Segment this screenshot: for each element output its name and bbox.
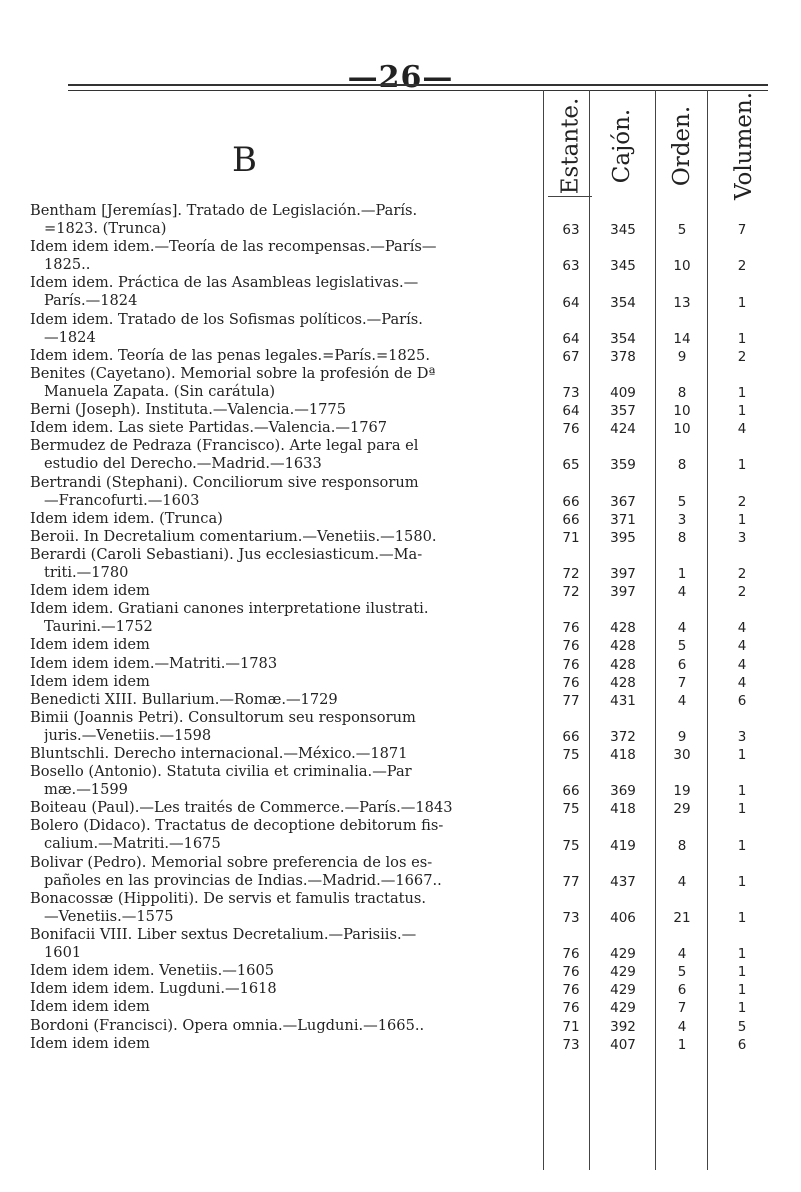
estante-value: 63 — [562, 222, 580, 239]
cajon-value: 428 — [610, 656, 636, 673]
catalog-entry — [30, 799, 542, 817]
catalog-entry — [30, 600, 542, 636]
cajon-value: 395 — [610, 529, 636, 546]
entry-title: Bonifacii VIII. Liber sextus Decretalium.—Parisiis.— — [30, 926, 417, 943]
entry-continuation: estudio del Derecho.—Madrid.—1633 — [44, 455, 322, 473]
cajon-value: 429 — [610, 964, 636, 981]
volumen-value: 1 — [737, 982, 747, 999]
cajon-value: 428 — [610, 620, 636, 637]
header-orden: Orden. — [669, 105, 695, 187]
orden-value: 4 — [677, 692, 687, 709]
volumen-value: 6 — [737, 1036, 747, 1053]
estante-value: 64 — [562, 330, 580, 347]
cajon-value: 372 — [610, 728, 636, 745]
volumen-value: 1 — [737, 294, 747, 311]
entry-continuation: mæ.—1599 — [44, 781, 128, 799]
catalog-entry — [30, 998, 542, 1016]
entry-title: Bolivar (Pedro). Memorial sobre preferencia de los es- — [30, 853, 433, 871]
cajon-value: 419 — [610, 837, 636, 854]
entry-title: Bermudez de Pedraza (Francisco). Arte legal para el — [30, 437, 419, 455]
catalog-entry — [30, 763, 542, 799]
catalog-entry — [30, 437, 542, 473]
volumen-value: 2 — [737, 258, 747, 275]
header-cajon: Cajón. — [609, 108, 636, 184]
orden-value: 3 — [677, 511, 687, 528]
estante-value: 76 — [562, 656, 580, 673]
catalog-entry — [30, 962, 542, 980]
cajon-value: 407 — [610, 1036, 636, 1053]
orden-value: 5 — [677, 222, 687, 239]
volumen-value: 4 — [737, 674, 747, 691]
entry-continuation: =1823. (Trunca) — [44, 220, 167, 238]
estante-value: 76 — [562, 620, 580, 637]
entry-continuation: Taurini.—1752 — [44, 618, 153, 636]
entry-continuation: —Francofurti.—1603 — [44, 491, 200, 509]
catalog-entry — [30, 202, 542, 238]
orden-value: 6 — [677, 982, 687, 999]
estante-value: 76 — [562, 982, 580, 999]
orden-value: 1 — [677, 1036, 687, 1053]
volumen-value: 3 — [737, 529, 747, 546]
entry-title: Benedicti XIII. Bullarium.—Romæ.—1729 — [30, 690, 338, 708]
estante-value: 76 — [562, 1000, 580, 1017]
catalog-entry — [30, 365, 542, 401]
cajon-value: 345 — [610, 222, 636, 239]
orden-value: 7 — [677, 674, 687, 691]
orden-value: 8 — [677, 837, 687, 854]
entry-title: Bordoni (Francisci). Opera omnia.—Lugduni.—1665.. — [30, 1016, 425, 1034]
cajon-value: 406 — [610, 909, 636, 926]
catalog-entry — [30, 546, 542, 582]
entry-title: Idem idem idem.—Teoría de las recompensas.—París— — [30, 238, 437, 256]
cajon-value: 359 — [610, 457, 636, 474]
entry-continuation: París.—1824 — [44, 292, 138, 310]
orden-value: 5 — [677, 638, 687, 655]
cajon-value: 369 — [610, 783, 636, 800]
orden-value: 9 — [677, 348, 687, 365]
orden-value: 9 — [677, 728, 687, 745]
volumen-value: 4 — [737, 421, 747, 438]
entry-title: Idem idem idem — [30, 1034, 150, 1052]
entry-title: Bluntschli. Derecho internacional.—México.—1871 — [30, 745, 408, 762]
catalog-entry — [30, 474, 542, 510]
orden-value: 13 — [673, 294, 691, 311]
estante-value: 75 — [562, 747, 580, 763]
estante-value: 66 — [562, 728, 580, 745]
volumen-value: 7 — [737, 222, 747, 239]
catalog-entry — [30, 890, 542, 926]
catalog-entry — [30, 347, 542, 365]
estante-value: 75 — [562, 801, 580, 818]
cajon-value: 409 — [610, 385, 636, 401]
entry-title: Idem idem. Tratado de los Sofismas políticos.—París. — [30, 310, 423, 328]
estante-value: 71 — [562, 529, 580, 546]
volumen-value: 1 — [737, 801, 747, 818]
estante-value: 63 — [562, 258, 580, 275]
catalog-entry — [30, 817, 542, 853]
orden-value: 5 — [677, 964, 687, 981]
catalog-entry — [30, 673, 542, 691]
catalog-entry — [30, 926, 542, 962]
estante-value: 72 — [562, 584, 580, 601]
orden-value: 10 — [673, 258, 691, 275]
catalog-entry — [30, 238, 542, 274]
section-letter: B — [232, 140, 257, 180]
orden-value: 30 — [673, 747, 691, 763]
estante-value: 64 — [562, 294, 580, 311]
volumen-value: 6 — [737, 692, 747, 709]
orden-value: 10 — [673, 421, 691, 438]
catalog-entry — [30, 1035, 542, 1053]
entry-continuation: 1601 — [44, 944, 82, 962]
estante-value: 76 — [562, 674, 580, 691]
cajon-value: 437 — [610, 873, 636, 890]
entry-continuation: pañoles en las provincias de Indias.—Madrid.—1667.. — [44, 871, 442, 889]
catalog-entry — [30, 311, 542, 347]
entry-title: Bimii (Joannis Petri). Consultorum seu responsorum — [30, 708, 416, 726]
estante-value: 64 — [562, 403, 580, 420]
catalog-entry — [30, 1017, 542, 1035]
catalog-entry — [30, 709, 542, 745]
header-volumen: Volumen. — [731, 91, 757, 201]
entry-title: Idem idem idem — [30, 672, 150, 690]
volumen-value: 1 — [737, 873, 747, 890]
catalog-entry — [30, 691, 542, 709]
entry-title: Berni (Joseph). Instituta.—Valencia.—1775 — [30, 401, 346, 419]
orden-value: 5 — [677, 493, 687, 510]
entry-title: Boiteau (Paul).—Les traités de Commerce.—París.—1843 — [30, 799, 453, 817]
catalog-entry — [30, 655, 542, 673]
volumen-value: 1 — [737, 837, 747, 854]
estante-value: 72 — [562, 566, 580, 582]
entry-title: Idem idem. Práctica de las Asambleas legislativas.— — [30, 274, 419, 292]
orden-value: 4 — [677, 1018, 687, 1035]
orden-value: 10 — [673, 403, 691, 420]
orden-value: 8 — [677, 529, 687, 546]
top-rule — [68, 84, 768, 86]
orden-value: 29 — [673, 801, 691, 818]
entry-title: Berardi (Caroli Sebastiani). Jus ecclesiasticum.—Ma- — [30, 545, 423, 563]
estante-value: 73 — [562, 385, 580, 401]
volumen-value: 2 — [737, 566, 747, 582]
entry-title: Idem idem. Las siete Partidas.—Valencia.—1767 — [30, 419, 388, 437]
cajon-value: 424 — [610, 421, 636, 438]
catalog-entry — [30, 582, 542, 600]
catalog-entry — [30, 636, 542, 654]
catalog-entry — [30, 510, 542, 528]
entry-continuation: —1824 — [44, 328, 96, 346]
estante-value: 65 — [562, 457, 580, 474]
entry-title: Idem idem. Teoría de las penas legales.=París.=1825. — [30, 346, 430, 364]
volumen-value: 1 — [737, 385, 747, 401]
cajon-value: 428 — [610, 674, 636, 691]
volumen-value: 1 — [737, 403, 747, 420]
top-rule-thin — [68, 90, 768, 91]
cajon-value: 431 — [610, 692, 636, 709]
estante-value: 71 — [562, 1018, 580, 1035]
entry-title: Idem idem idem. Lugduni.—1618 — [30, 980, 277, 998]
estante-value: 77 — [562, 692, 580, 709]
entry-title: Idem idem idem — [30, 582, 150, 600]
cajon-value: 397 — [610, 584, 636, 601]
volumen-value: 3 — [737, 728, 747, 745]
catalog-entry — [30, 419, 542, 437]
cajon-value: 392 — [610, 1018, 636, 1035]
estante-value: 77 — [562, 873, 580, 890]
entry-title: Bonacossæ (Hippoliti). De servis et famulis tractatus. — [30, 889, 427, 907]
volumen-value: 2 — [737, 584, 747, 601]
entry-title: Bertrandi (Stephani). Conciliorum sive responsorum — [30, 473, 419, 491]
cajon-value: 429 — [610, 982, 636, 999]
orden-value: 1 — [677, 566, 687, 582]
catalog-entry — [30, 528, 542, 546]
cajon-value: 429 — [610, 946, 636, 963]
volumen-value: 1 — [737, 511, 747, 528]
entry-title: Beroii. In Decretalium comentarium.—Venetiis.—1580. — [30, 527, 437, 545]
catalog-entry — [30, 401, 542, 419]
volumen-value: 4 — [737, 620, 747, 637]
volumen-value: 1 — [737, 946, 747, 963]
entry-continuation: calium.—Matriti.—1675 — [44, 835, 221, 853]
estante-value: 66 — [562, 511, 580, 528]
volumen-value: 5 — [737, 1018, 747, 1035]
orden-value: 21 — [673, 909, 691, 926]
orden-value: 8 — [677, 457, 687, 474]
cajon-value: 367 — [610, 493, 636, 510]
orden-value: 8 — [677, 385, 687, 401]
estante-value: 73 — [562, 1036, 580, 1053]
estante-value: 76 — [562, 638, 580, 655]
catalog-entry — [30, 745, 542, 763]
estante-value: 66 — [562, 493, 580, 510]
cajon-value: 354 — [610, 330, 636, 347]
entry-continuation: triti.—1780 — [44, 563, 129, 581]
volumen-value: 1 — [737, 1000, 747, 1017]
estante-value: 76 — [562, 964, 580, 981]
entry-title: Idem idem. Gratiani canones interpretatione ilustrati. — [30, 600, 429, 618]
catalog-entry — [30, 980, 542, 998]
cajon-value: 418 — [610, 801, 636, 818]
orden-value: 4 — [677, 873, 687, 890]
volumen-value: 1 — [737, 457, 747, 474]
entry-title: Idem idem idem. (Trunca) — [30, 509, 223, 527]
orden-value: 4 — [677, 946, 687, 963]
entry-continuation: 1825.. — [44, 256, 91, 274]
orden-value: 4 — [677, 620, 687, 637]
volumen-value: 2 — [737, 348, 747, 365]
header-estante: Estante. — [557, 97, 583, 195]
cajon-value: 345 — [610, 258, 636, 275]
orden-value: 4 — [677, 584, 687, 601]
cajon-value: 357 — [610, 403, 636, 420]
orden-value: 19 — [673, 783, 691, 800]
header-underline — [548, 196, 592, 197]
volumen-value: 1 — [737, 909, 747, 926]
cajon-value: 371 — [610, 511, 636, 528]
orden-value: 6 — [677, 656, 687, 673]
estante-value: 67 — [562, 348, 580, 365]
estante-value: 76 — [562, 946, 580, 963]
cajon-value: 429 — [610, 1000, 636, 1017]
entry-title: Idem idem idem — [30, 636, 150, 654]
cajon-value: 378 — [610, 348, 636, 365]
volumen-value: 4 — [737, 638, 747, 655]
volumen-value: 1 — [737, 330, 747, 347]
page-number: —26— — [347, 60, 454, 95]
entry-title: Idem idem idem.—Matriti.—1783 — [30, 654, 278, 672]
entry-title: Bentham [Jeremías]. Tratado de Legislación.—París. — [30, 202, 418, 219]
cajon-value: 354 — [610, 294, 636, 311]
estante-value: 73 — [562, 909, 580, 926]
entry-title: Idem idem idem — [30, 998, 150, 1016]
entry-continuation: juris.—Venetiis.—1598 — [44, 726, 212, 744]
entry-title: Bolero (Didaco). Tractatus de decoptione debitorum fis- — [30, 817, 444, 835]
volumen-value: 1 — [737, 747, 747, 763]
estante-value: 66 — [562, 783, 580, 800]
cajon-value: 428 — [610, 638, 636, 655]
volumen-value: 1 — [737, 964, 747, 981]
catalog-entry — [30, 854, 542, 890]
volumen-value: 2 — [737, 493, 747, 510]
estante-value: 76 — [562, 421, 580, 438]
entry-title: Benites (Cayetano). Memorial sobre la profesión de Dª — [30, 364, 436, 382]
orden-value: 7 — [677, 1000, 687, 1017]
entry-continuation: Manuela Zapata. (Sin carátula) — [44, 382, 276, 400]
entry-title: Bosello (Antonio). Statuta civilia et criminalia.—Par — [30, 763, 412, 781]
entry-continuation: —Venetiis.—1575 — [44, 907, 174, 925]
volumen-value: 4 — [737, 656, 747, 673]
cajon-value: 397 — [610, 566, 636, 582]
volumen-value: 1 — [737, 783, 747, 800]
entry-title: Idem idem idem. Venetiis.—1605 — [30, 962, 275, 980]
cajon-value: 418 — [610, 747, 636, 763]
catalog-entry — [30, 274, 542, 310]
estante-value: 75 — [562, 837, 580, 854]
orden-value: 14 — [673, 330, 691, 347]
